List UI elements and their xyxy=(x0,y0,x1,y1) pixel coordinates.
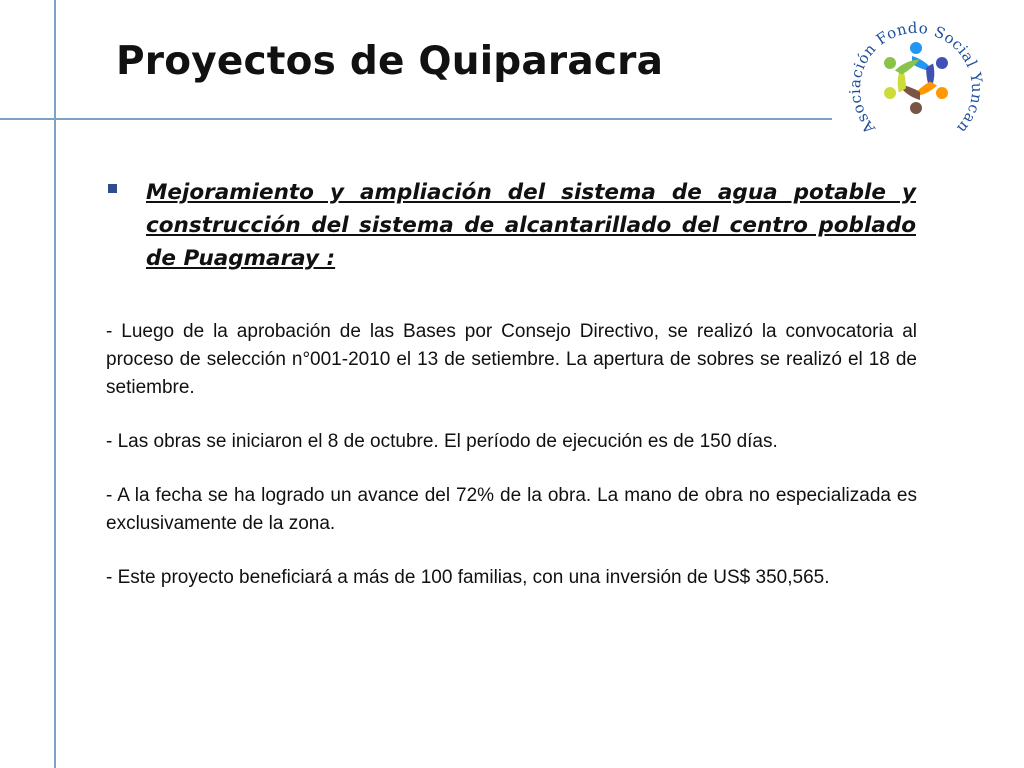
square-bullet-icon xyxy=(108,184,117,193)
paragraph-convocatoria: - Luego de la aprobación de las Bases por Consejo Directivo, se realizó la convocatoria al proceso de selección n°001-2010 el 13 de setiembre. La apertura de sobres se realizó el 18 de setiembre. xyxy=(106,321,917,398)
people-circle-icon xyxy=(876,42,956,114)
paragraph-inicio-obras: - Las obras se iniciaron el 8 de octubre. El período de ejecución es de 150 días. xyxy=(106,431,778,452)
vertical-rule xyxy=(54,0,56,768)
horizontal-rule xyxy=(0,118,832,120)
logo-graphic xyxy=(844,4,988,148)
paragraph-beneficiarios: - Este proyecto beneficiará a más de 100 familias, con una inversión de US$ 350,565. xyxy=(106,567,830,588)
slide-title: Proyectos de Quiparacra xyxy=(116,39,664,84)
paragraph-avance: - A la fecha se ha logrado un avance del 72% de la obra. La mano de obra no especializada es exclusivamente de la zona. xyxy=(106,485,917,534)
organization-logo xyxy=(844,4,988,148)
project-heading: Mejoramiento y ampliación del sistema de agua potable y construcción del sistema de alcantarillado del centro poblado de Puagmaray : xyxy=(146,180,916,271)
project-details xyxy=(106,318,917,618)
svg-text:Asociación Fondo Social Yuncan: Asociación Fondo Social Yuncan xyxy=(845,18,987,138)
